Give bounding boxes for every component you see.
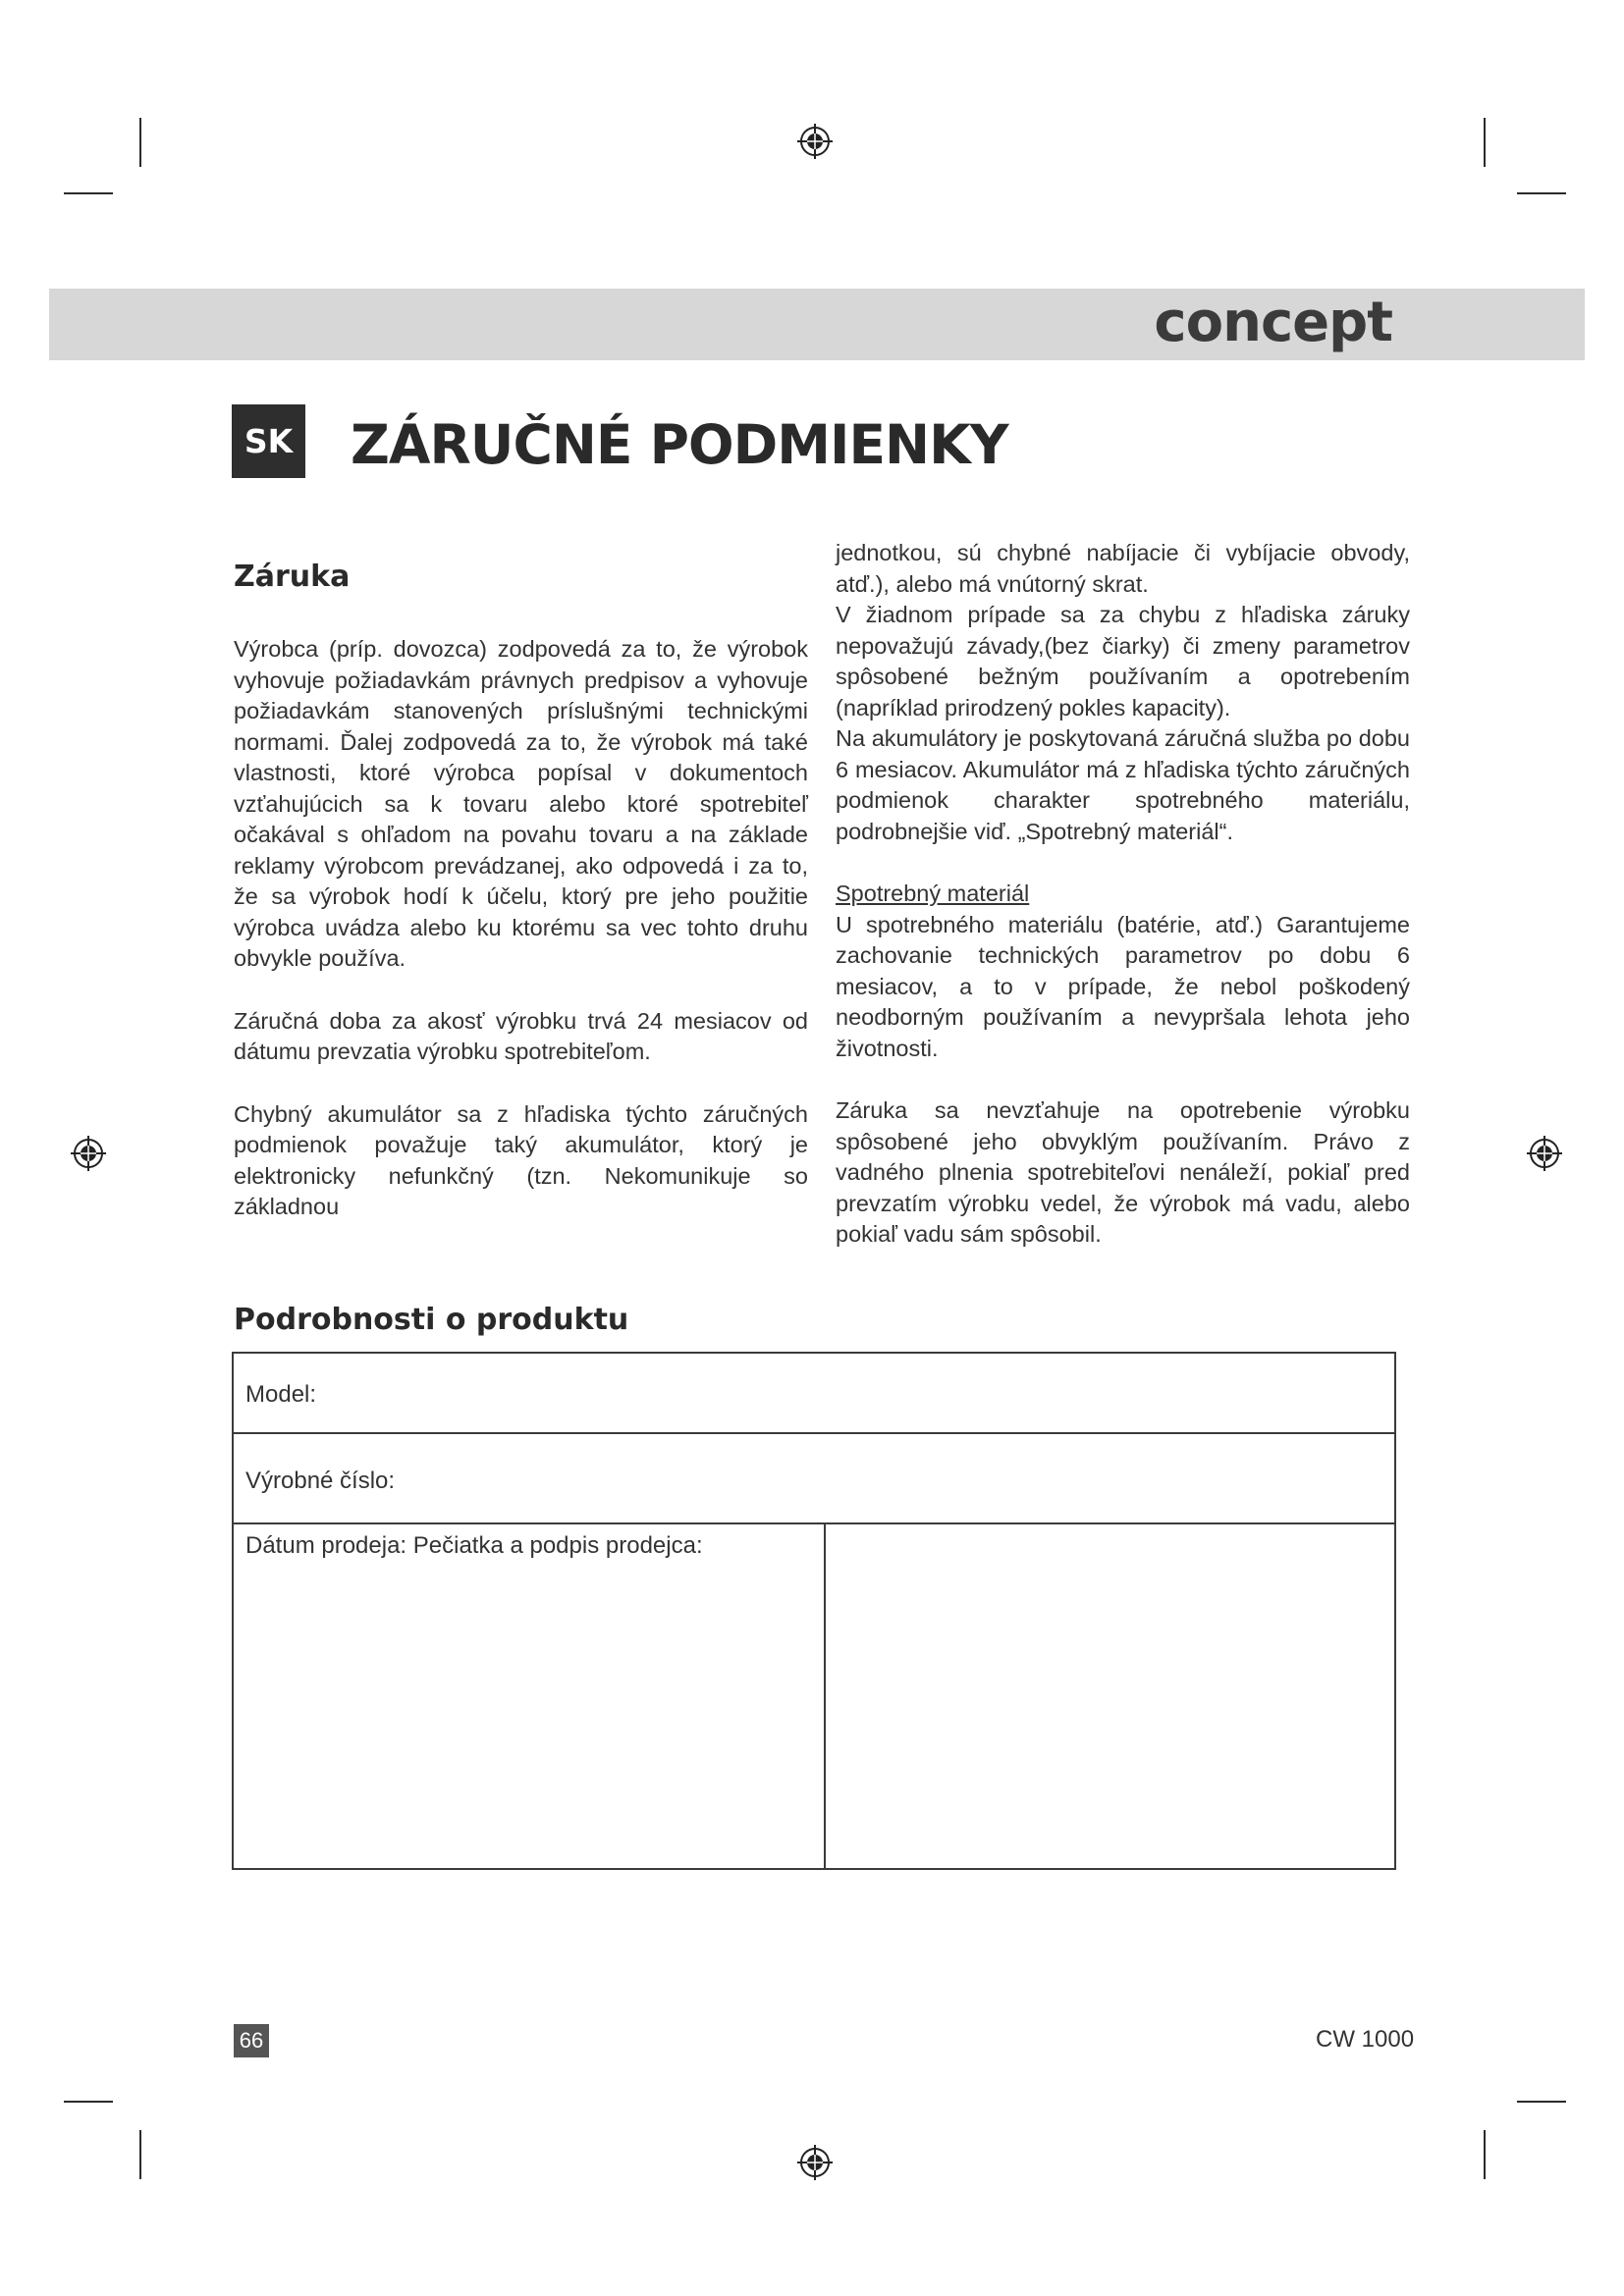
page-number: 66 [234, 2024, 269, 2057]
crop-mark [64, 192, 113, 194]
paragraph: Záruka sa nevzťahuje na opotrebenie výrobku spôsobené jeho obvyklým používaním. Právo z vadného plnenia spotrebiteľovi nenáleží, pokiaľ pred prevzatím výrobku vedel, že výrobok má vadu, alebo pokiaľ vadu sám spôsobil. [836, 1097, 1410, 1247]
section-heading-product: Podrobnosti o produktu [234, 1303, 629, 1337]
crop-mark [1517, 2101, 1566, 2103]
serial-row[interactable] [234, 1434, 1394, 1524]
registration-mark-icon [795, 2143, 835, 2182]
model-label: Model: [245, 1381, 317, 1408]
left-text-column [234, 634, 808, 1223]
crop-mark [139, 118, 141, 167]
registration-mark-icon [69, 1134, 108, 1173]
sale-label: Dátum prodeja: Pečiatka a podpis prodejca: [245, 1532, 703, 1559]
registration-mark-icon [1525, 1134, 1564, 1173]
right-text-column [836, 538, 1410, 1251]
paragraph: Na akumulátory je poskytovaná záručná služba po dobu 6 mesiacov. Akumulátor má z hľadiska týchto záručných podmienok charakter spotrebného materiálu, podrobnejšie viď. „Spotrebný materiál“. [836, 725, 1410, 844]
paragraph: Chybný akumulátor sa z hľadiska týchto záručných podmienok považuje taký akumulátor, ktorý je elektronicky nefunkčný (tzn. Nekomunikuje so základnou [234, 1100, 808, 1219]
crop-mark [1484, 118, 1486, 167]
product-details-table [232, 1352, 1396, 1870]
paragraph: V žiadnom prípade sa za chybu z hľadiska záruky nepovažujú závady,(bez čiarky) či zmeny parametrov spôsobené bežným používaním a opotrebením (napríklad prirodzený pokles kapacity). [836, 602, 1410, 721]
paragraph: Záručná doba za akosť výrobku trvá 24 mesiacov od dátumu prevzatia výrobku spotrebiteľom. [234, 1007, 808, 1064]
brand-logo: concept [1154, 291, 1392, 354]
page-title: ZÁRUČNÉ PODMIENKY [351, 413, 1008, 476]
crop-mark [1484, 2130, 1486, 2179]
model-row[interactable] [234, 1354, 1394, 1434]
crop-mark [139, 2130, 141, 2179]
sale-date-cell[interactable] [234, 1524, 826, 1868]
model-code: CW 1000 [1316, 2026, 1415, 2053]
language-badge: SK [232, 404, 305, 478]
paragraph: jednotkou, sú chybné nabíjacie či vybíjacie obvody, atď.), alebo má vnútorný skrat. [836, 540, 1410, 597]
header-band [49, 289, 1585, 360]
crop-mark [1517, 192, 1566, 194]
section-heading-warranty: Záruka [234, 560, 351, 594]
paragraph: U spotrebného materiálu (batérie, atď.) Garantujeme zachovanie technických parametrov po dobu 6 mesiacov, a to v prípade, že nebol poškodený neodborným používaním a nevypršala lehota jeho životnosti. [836, 911, 1410, 1061]
serial-label: Výrobné číslo: [245, 1468, 396, 1494]
registration-mark-icon [795, 122, 835, 161]
consumable-heading: Spotrebný materiál [836, 881, 1030, 906]
crop-mark [64, 2101, 113, 2103]
paragraph: Výrobca (príp. dovozca) zodpovedá za to, že výrobok vyhovuje požiadavkám právnych predpisov a vyhovuje požiadavkám stanovených príslušnými technickými normami. Ďalej zodpovedá za to, že výrobok má také vlastnosti, ktoré výrobca popísal v dokumentoch vzťahujúcich sa k tovaru alebo ktoré spotrebiteľ očakával s ohľadom na povahu tovaru a na základe reklamy výrobcom prevádzanej, ako odpovedá i za to, že sa výrobok hodí k účelu, ktorý pre jeho použitie výrobca uvádza alebo ku ktorému sa vec tohto druhu obvykle používa. [234, 636, 808, 971]
stamp-cell[interactable] [826, 1524, 1394, 1868]
